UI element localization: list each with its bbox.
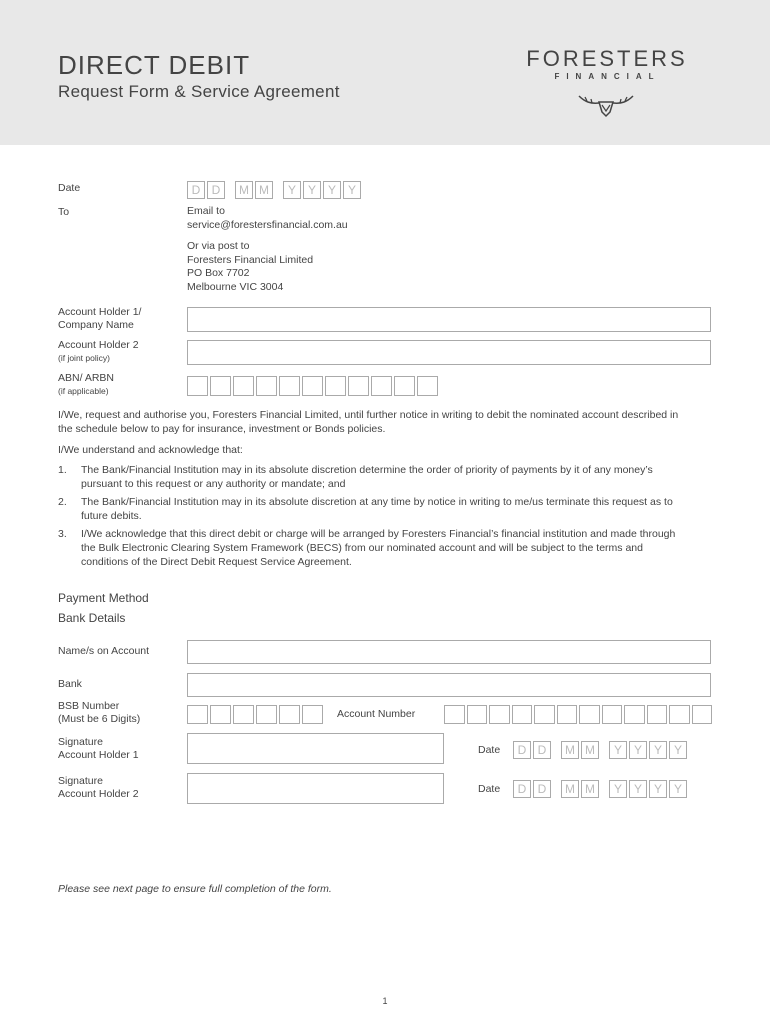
date-cell-year[interactable]: Y: [323, 181, 341, 199]
account-holder-2-label: [58, 339, 139, 365]
date-cell-day[interactable]: D: [513, 780, 531, 798]
date-cell-month[interactable]: M: [255, 181, 273, 199]
date-input-group[interactable]: [187, 181, 369, 199]
date-cell-year[interactable]: Y: [343, 181, 361, 199]
account-number-cell[interactable]: [444, 705, 465, 724]
abn-cell[interactable]: [233, 376, 254, 396]
list-number: 2.: [58, 496, 67, 508]
label-line: Account Holder 1/: [58, 306, 142, 318]
label-note: (if joint policy): [58, 353, 110, 363]
label-line: (Must be 6 Digits): [58, 713, 141, 725]
date-cell-day[interactable]: D: [533, 741, 551, 759]
logo-subtitle: FINANCIAL: [554, 72, 661, 81]
postal-line: Melbourne VIC 3004: [187, 280, 284, 293]
names-on-account-field[interactable]: [187, 640, 711, 664]
abn-cell[interactable]: [279, 376, 300, 396]
abn-cell[interactable]: [256, 376, 277, 396]
bsb-input-group[interactable]: [187, 705, 323, 724]
label-line: Signature: [58, 736, 103, 748]
account-number-cell[interactable]: [579, 705, 600, 724]
antler-logo-icon: [577, 92, 635, 118]
abn-cell[interactable]: [302, 376, 323, 396]
account-number-input-group[interactable]: [444, 705, 712, 724]
signature-2-date-label: Date: [478, 783, 501, 795]
abn-cell[interactable]: [417, 376, 438, 396]
bsb-cell[interactable]: [187, 705, 208, 724]
account-holder-1-field[interactable]: [187, 307, 711, 332]
page-subtitle: Request Form & Service Agreement: [58, 82, 340, 101]
list-text: The Bank/Financial Institution may in its absolute discretion at any time by notice in writing to me/us terminate this request as to future debits.: [81, 496, 673, 522]
abn-cell[interactable]: [371, 376, 392, 396]
date-cell-year[interactable]: Y: [669, 741, 687, 759]
bsb-label: [58, 700, 140, 726]
date-cell-day[interactable]: D: [207, 181, 225, 199]
account-number-label: Account Number: [337, 708, 416, 720]
account-holder-2-field[interactable]: [187, 340, 711, 365]
account-holder-1-label: [58, 306, 141, 332]
payment-method-heading: Payment Method: [58, 591, 149, 605]
abn-cell[interactable]: [325, 376, 346, 396]
abn-cell[interactable]: [187, 376, 208, 396]
authorisation-paragraph: I/We, request and authorise you, Foresters Financial Limited, until further notice in writing to debit the nominated account described in the schedule below to pay for insurance, investment or Bonds policies.: [58, 409, 679, 435]
bsb-cell[interactable]: [210, 705, 231, 724]
label-line: Signature: [58, 775, 103, 787]
date-cell-year[interactable]: Y: [609, 780, 627, 798]
account-number-cell[interactable]: [489, 705, 510, 724]
date-cell-day[interactable]: D: [513, 741, 531, 759]
date-cell-year[interactable]: Y: [629, 741, 647, 759]
abn-label: [58, 372, 114, 398]
account-number-cell[interactable]: [624, 705, 645, 724]
abn-cell[interactable]: [210, 376, 231, 396]
postal-line: Or via post to: [187, 240, 250, 252]
postal-line: PO Box 7702: [187, 267, 250, 279]
email-address: service@forestersfinancial.com.au: [187, 218, 348, 231]
account-number-cell[interactable]: [557, 705, 578, 724]
signature-1-label: [58, 736, 139, 762]
bsb-cell[interactable]: [233, 705, 254, 724]
date-cell-year[interactable]: Y: [283, 181, 301, 199]
bank-details-heading: Bank Details: [58, 611, 126, 625]
list-text: I/We acknowledge that this direct debit or charge will be arranged by Foresters Financial’s financial institution and made through the Bulk Electronic Clearing System Framework (BECS) from our nominated account and will be subject to the terms and conditions of the Direct Debit Request Service Agreement.: [81, 528, 676, 568]
date-cell-month[interactable]: M: [561, 780, 579, 798]
account-number-cell[interactable]: [647, 705, 668, 724]
label-line: BSB Number: [58, 700, 120, 712]
label-line: Account Holder 1: [58, 749, 139, 761]
label-line: Company Name: [58, 319, 134, 331]
label-note: (if applicable): [58, 386, 109, 396]
date-cell-month[interactable]: M: [581, 741, 599, 759]
signature-1-date-group[interactable]: [513, 741, 687, 759]
list-number: 1.: [58, 464, 67, 476]
date-cell-year[interactable]: Y: [609, 741, 627, 759]
date-cell-month[interactable]: M: [561, 741, 579, 759]
signature-2-field[interactable]: [187, 773, 444, 804]
logo-wordmark: FORESTERS: [526, 46, 688, 71]
abn-input-group[interactable]: [187, 376, 438, 396]
email-address-block: [187, 205, 348, 232]
date-cell-day[interactable]: D: [533, 780, 551, 798]
names-on-account-label: Name/s on Account: [58, 645, 150, 657]
signature-2-date-group[interactable]: [513, 780, 687, 798]
list-number: 3.: [58, 528, 67, 540]
signature-1-field[interactable]: [187, 733, 444, 764]
account-number-cell[interactable]: [692, 705, 713, 724]
bsb-cell[interactable]: [302, 705, 323, 724]
postal-line: Foresters Financial Limited: [187, 253, 314, 266]
email-line: Email to: [187, 205, 225, 217]
date-label: Date: [58, 182, 81, 194]
page-number: 1: [382, 996, 388, 1006]
date-cell-year[interactable]: Y: [649, 780, 667, 798]
bank-field[interactable]: [187, 673, 711, 697]
date-cell-year[interactable]: Y: [649, 741, 667, 759]
label-line: ABN/ ARBN: [58, 372, 115, 384]
label-line: Account Holder 2: [58, 339, 139, 351]
bank-label: Bank: [58, 678, 82, 690]
date-cell-year[interactable]: Y: [629, 780, 647, 798]
signature-1-date-label: Date: [478, 744, 501, 756]
page-title: DIRECT DEBIT: [58, 50, 251, 80]
bsb-cell[interactable]: [256, 705, 277, 724]
acknowledgement-heading: I/We understand and acknowledge that:: [58, 444, 243, 456]
label-line: Account Holder 2: [58, 788, 139, 800]
account-number-cell[interactable]: [512, 705, 533, 724]
date-cell-month[interactable]: M: [581, 780, 599, 798]
account-number-cell[interactable]: [534, 705, 555, 724]
date-cell-day[interactable]: D: [187, 181, 205, 199]
bsb-cell[interactable]: [279, 705, 300, 724]
account-number-cell[interactable]: [467, 705, 488, 724]
to-label: To: [58, 206, 70, 218]
date-cell-year[interactable]: Y: [669, 780, 687, 798]
abn-cell[interactable]: [394, 376, 415, 396]
next-page-note: Please see next page to ensure full completion of the form.: [58, 883, 332, 895]
date-cell-year[interactable]: Y: [303, 181, 321, 199]
abn-cell[interactable]: [348, 376, 369, 396]
postal-address-block: [187, 240, 313, 294]
account-number-cell[interactable]: [669, 705, 690, 724]
signature-2-label: [58, 775, 139, 801]
date-cell-month[interactable]: M: [235, 181, 253, 199]
account-number-cell[interactable]: [602, 705, 623, 724]
list-text: The Bank/Financial Institution may in its absolute discretion determine the order of priority of payments by it of any money’s pursuant to this request or any authority or mandate; and: [81, 464, 653, 490]
